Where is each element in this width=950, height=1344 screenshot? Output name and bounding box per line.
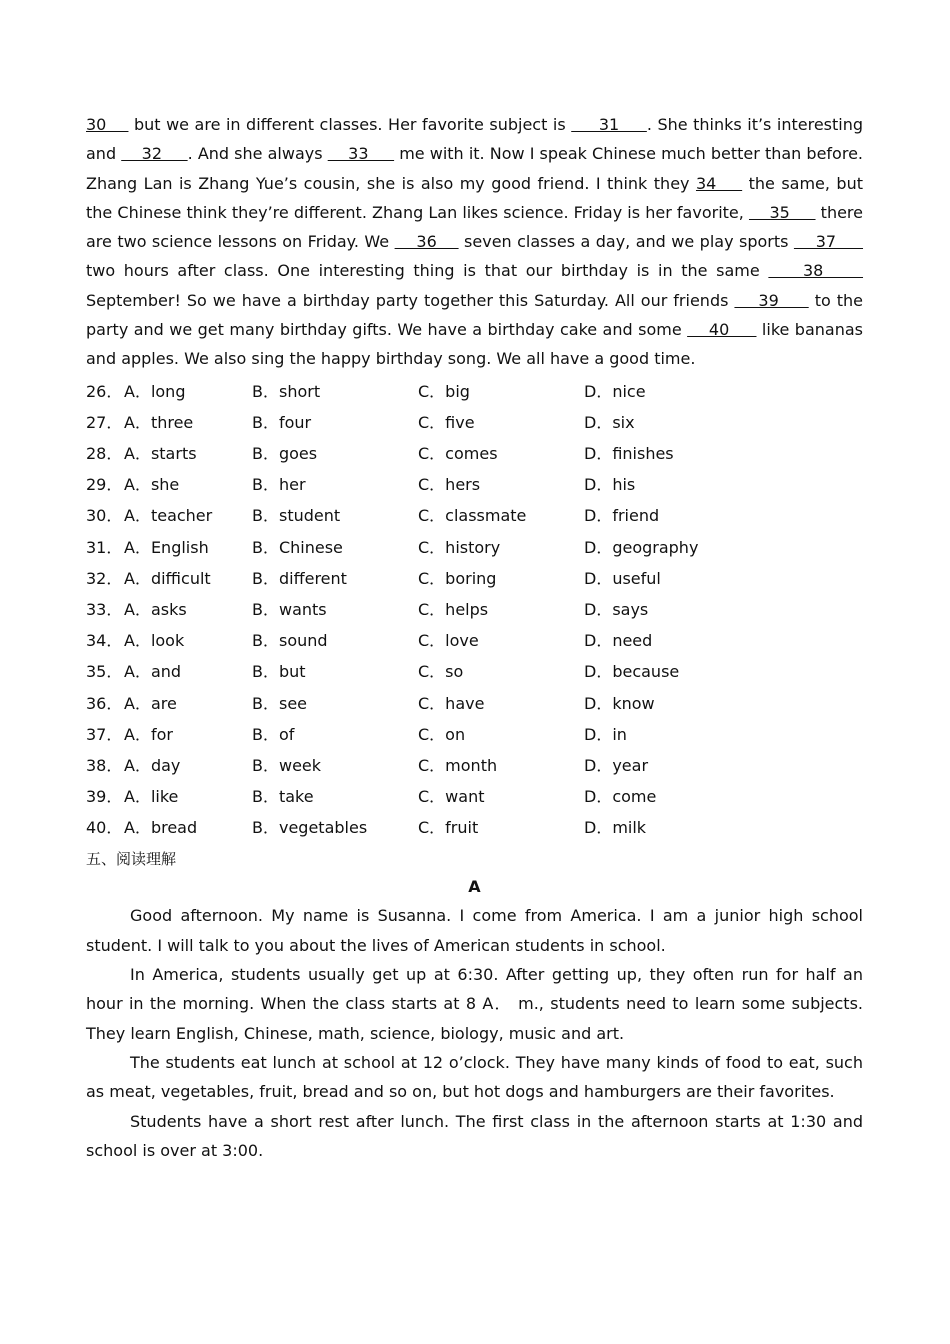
question-number: 35． [86, 662, 123, 682]
blank: 34 [695, 173, 743, 193]
section-heading: 五、阅读理解 [86, 850, 177, 869]
option: D．in [584, 724, 627, 744]
question-number: 32． [86, 568, 123, 588]
option: A．starts [124, 444, 197, 464]
cloze-passage [86, 110, 863, 374]
option: C．classmate [418, 506, 527, 526]
option: B．but [252, 662, 306, 682]
option: D．useful [584, 568, 661, 588]
option: B．goes [252, 444, 318, 464]
option: C．helps [418, 599, 489, 619]
question-row [86, 563, 863, 594]
question-row [86, 532, 863, 563]
option: D．geography [584, 537, 699, 557]
question-row [86, 469, 863, 500]
question-number: 26． [86, 381, 123, 401]
passage-text: the same, but the Chinese think they’re different. Zhang Lan likes science. Friday is her favorite, [86, 173, 864, 222]
question-row [86, 625, 863, 656]
option: D．his [584, 475, 636, 495]
question-row [86, 438, 863, 469]
option: A．she [124, 475, 180, 495]
option: A．look [124, 631, 185, 651]
option: D．friend [584, 506, 660, 526]
option: C．love [418, 631, 479, 651]
passage-text: me with it. Now I speak Chinese much better than before. Zhang Lan is Zhang Yue’s cousin, she is also my good friend. I think they [86, 144, 864, 193]
option: B．short [252, 381, 321, 401]
option: C．comes [418, 444, 498, 464]
reading-paragraph: In America, students usually get up at 6:30. After getting up, they often run for half an hour in the morning. When the class starts at 8 A． m., students need to learn some subjects. They learn English, Chinese, math, science, biology, music and art. [86, 965, 863, 1043]
question-row [86, 750, 863, 781]
option: B．sound [252, 631, 328, 651]
question-row [86, 656, 863, 687]
option: C．fruit [418, 818, 479, 838]
reading-title: A [468, 877, 481, 897]
passage-text: there are two science lessons on Friday. We [86, 202, 863, 252]
option: C．have [418, 693, 485, 713]
option: A．teacher [124, 506, 213, 526]
question-row [86, 812, 863, 843]
question-number: 33． [86, 599, 123, 619]
question-number: 27． [86, 412, 123, 432]
option: B．see [252, 693, 308, 713]
blank: 32 [121, 144, 188, 164]
cloze-options [86, 376, 863, 844]
option: B．four [252, 412, 312, 432]
option: D．nice [584, 381, 646, 401]
blank: 35 [748, 202, 816, 222]
question-number: 29． [86, 475, 123, 495]
option: A．for [124, 724, 173, 744]
reading-paragraph: Students have a short rest after lunch. The first class in the afternoon starts at 1:30 and school is over at 3:00. [86, 1111, 863, 1160]
option: B．wants [252, 599, 327, 619]
option: A．like [124, 787, 179, 807]
option: B．Chinese [252, 537, 343, 557]
question-row [86, 500, 863, 531]
question-number: 37． [86, 724, 123, 744]
blank: 37 [793, 232, 864, 252]
content [86, 110, 863, 1165]
option: B．take [252, 787, 314, 807]
option: C．month [418, 755, 498, 775]
option: D．know [584, 693, 655, 713]
option: A．long [124, 381, 186, 401]
question-number: 36． [86, 693, 123, 713]
question-number: 30． [86, 506, 123, 526]
question-number: 34． [86, 631, 123, 651]
option: A．English [124, 537, 209, 557]
option: A．and [124, 662, 182, 682]
blank: 31 [571, 115, 647, 134]
blank: 38 [768, 261, 864, 281]
blank: 36 [394, 232, 459, 252]
reading-passage [86, 901, 863, 1165]
option: B．of [252, 724, 295, 744]
question-number: 28． [86, 444, 123, 464]
option: C．so [418, 662, 464, 682]
passage-text: two hours after class. One interesting thing is that our birthday is in the same [86, 261, 769, 281]
passage-text: September! So we have a birthday party together this Saturday. All our friends [86, 290, 735, 310]
question-row [86, 688, 863, 719]
passage-text: . She thinks it’s interesting and [86, 115, 864, 164]
question-row [86, 781, 863, 812]
option: A．difficult [124, 568, 211, 588]
option: A．asks [124, 599, 187, 619]
reading-paragraph: The students eat lunch at school at 12 o’clock. They have many kinds of food to eat, such as meat, vegetables, fruit, bread and so on, but hot dogs and hamburgers are their favorites. [86, 1052, 863, 1102]
option: C．history [418, 537, 501, 557]
option: A．three [124, 412, 194, 432]
blank: 33 [327, 144, 395, 164]
passage-text: to the party and we get many birthday gifts. We have a birthday cake and some [86, 290, 864, 340]
passage-text: but we are in different classes. Her favorite subject is [128, 115, 572, 134]
passage-text: . And she always [187, 144, 328, 164]
option: C．hers [418, 475, 481, 495]
reading-paragraph: Good afternoon. My name is Susanna. I come from America. I am a junior high school student. I will talk to you about the lives of American students in school. [86, 906, 863, 955]
option: D．come [584, 787, 657, 807]
option: B．student [252, 506, 341, 526]
option: C．big [418, 381, 470, 401]
question-row [86, 376, 863, 407]
option: C．on [418, 724, 466, 744]
question-row [86, 407, 863, 438]
question-number: 38． [86, 755, 123, 775]
question-row [86, 719, 863, 750]
option: D．because [584, 662, 680, 682]
option: B．different [252, 568, 347, 588]
passage-text: seven classes a day, and we play sports [458, 232, 794, 252]
option: D．year [584, 755, 649, 775]
option: B．vegetables [252, 818, 368, 838]
option: D．need [584, 631, 653, 651]
option: B．week [252, 755, 322, 775]
question-row [86, 594, 863, 625]
option: C．five [418, 412, 475, 432]
question-number: 31． [86, 537, 123, 557]
question-number: 40． [86, 818, 123, 838]
option: A．are [124, 693, 177, 713]
option: D．finishes [584, 444, 674, 464]
option: B．her [252, 475, 306, 495]
option: D．milk [584, 818, 647, 838]
option: C．boring [418, 568, 497, 588]
option: D．says [584, 599, 649, 619]
blank: 39 [734, 290, 809, 310]
option: A．bread [124, 818, 198, 838]
option: C．want [418, 787, 485, 807]
question-number: 39． [86, 787, 123, 807]
option: A．day [124, 755, 181, 775]
blank: 30 [86, 115, 129, 134]
passage-text: like bananas and apples. We also sing the happy birthday song. We all have a good time. [86, 320, 863, 369]
option: D．six [584, 412, 635, 432]
blank: 40 [687, 320, 757, 340]
